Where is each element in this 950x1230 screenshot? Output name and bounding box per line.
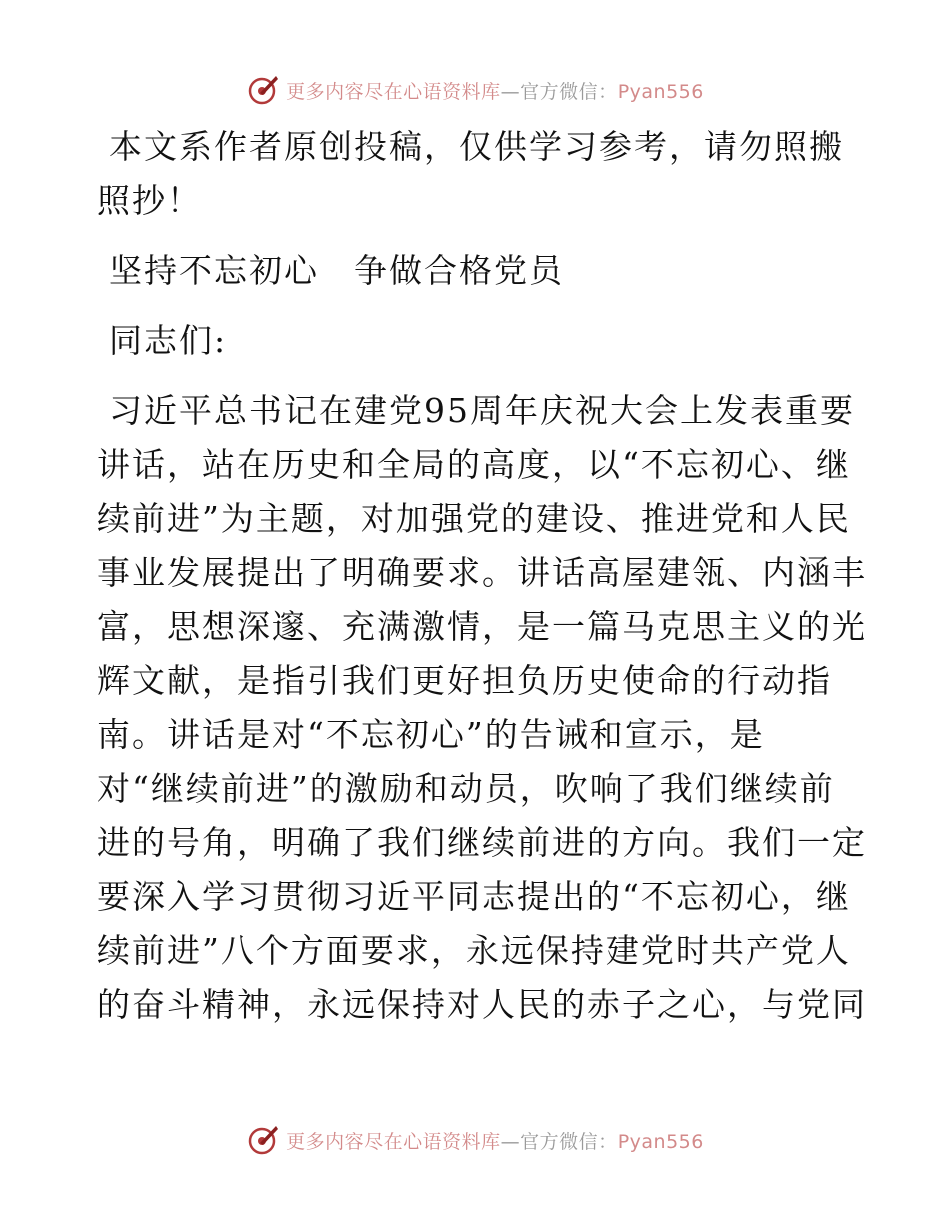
watermark-official: 官方微信：	[520, 1130, 618, 1153]
watermark-separator: —	[500, 80, 521, 103]
body-line: 事业发展提出了明确要求。讲话高屋建瓴、内涵丰	[97, 553, 867, 592]
document-content	[97, 120, 867, 1032]
body-line: 要深入学习贯彻习近平同志提出的“不忘初心，继	[97, 877, 851, 916]
body-line: 进的号角，明确了我们继续前进的方向。我们一定	[97, 823, 867, 862]
watermark-wechat-id: Pyan556	[617, 80, 704, 103]
body-line: 续前进”为主题，对加强党的建设、推进党和人民	[97, 499, 851, 538]
body-line: 富，思想深邃、充满激情，是一篇马克思主义的光	[97, 607, 867, 646]
quill-pen-circle-icon	[246, 73, 280, 107]
body-line: 续前进”八个方面要求，永远保持建党时共产党人	[97, 931, 851, 970]
body-line: 辉文献，是指引我们更好担负历史使命的行动指	[97, 661, 832, 700]
salutation: 同志们:	[109, 321, 228, 360]
body-line: 南。讲话是对“不忘初心”的告诫和宣示，是	[97, 715, 765, 754]
document-title: 坚持不忘初心 争做合格党员	[109, 251, 564, 290]
body-line: 讲话，站在历史和全局的高度，以“不忘初心、继	[97, 445, 851, 484]
header-watermark	[0, 70, 950, 110]
watermark-wechat-id: Pyan556	[617, 1130, 704, 1153]
watermark-separator: —	[500, 1130, 521, 1153]
watermark-brand: 更多内容尽在心语资料库	[286, 80, 501, 103]
watermark-text	[286, 77, 704, 104]
footer-watermark	[0, 1120, 950, 1160]
watermark-text	[286, 1127, 704, 1154]
body-line: 习近平总书记在建党95周年庆祝大会上发表重要	[109, 391, 855, 430]
notice-line-2: 照抄！	[97, 181, 202, 220]
watermark-brand: 更多内容尽在心语资料库	[286, 1130, 501, 1153]
body-line: 的奋斗精神，永远保持对人民的赤子之心，与党同	[97, 985, 867, 1024]
watermark-official: 官方微信：	[520, 80, 618, 103]
quill-pen-circle-icon	[246, 1123, 280, 1157]
body-line: 对“继续前进”的激励和动员，吹响了我们继续前	[97, 769, 835, 808]
notice-line-1: 本文系作者原创投稿，仅供学习参考，请勿照搬	[109, 127, 844, 166]
